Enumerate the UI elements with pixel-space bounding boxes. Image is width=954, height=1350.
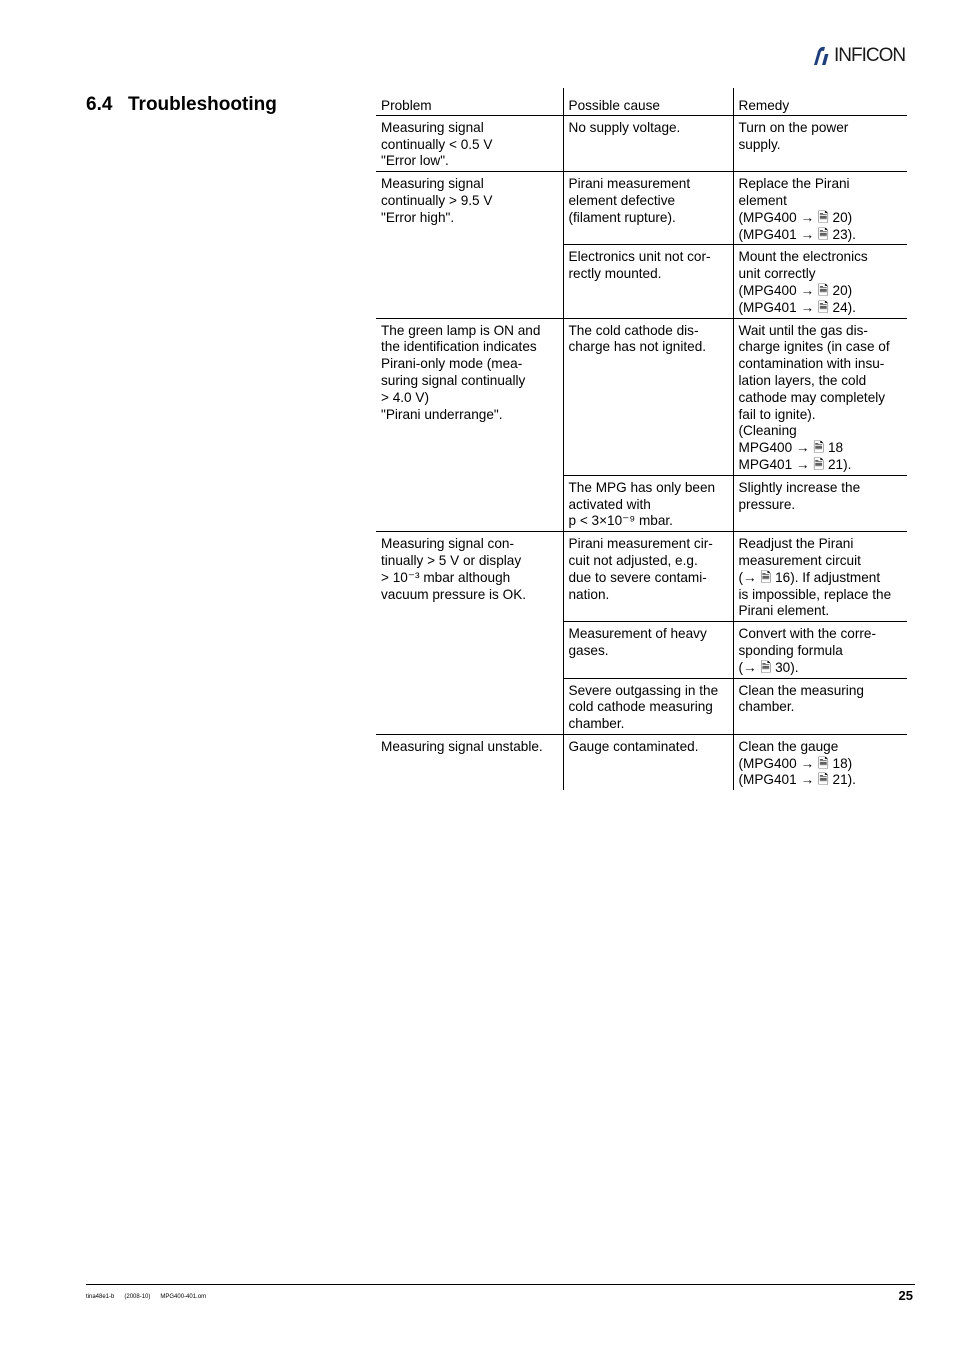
problem-cell: Measuring signal con- tinually > 5 V or display > 10⁻³ mbar although vacuum pressure is OK. <box>381 536 527 602</box>
cause-cell: Pirani measurement element defective (filament rupture). <box>563 172 733 245</box>
cause-cell: No supply voltage. <box>563 115 733 171</box>
footer-doc-code: tina48e1-b <box>86 1294 115 1300</box>
problem-cell <box>376 622 563 678</box>
table-row <box>376 318 907 475</box>
section-number: 6.4 <box>86 94 113 115</box>
section-heading <box>86 94 277 116</box>
remedy-cell: Convert with the corre- sponding formula (→ 🗎 30). <box>733 622 907 678</box>
footer-date: (2008-10) <box>124 1294 151 1300</box>
remedy-cell: Clean the measuring chamber. <box>733 678 907 734</box>
cause-cell: Electronics unit not cor- rectly mounted. <box>563 245 733 318</box>
remedy-cell: Replace the Pirani element (MPG400 → 🗎 20) (MPG401 → 🗎 23). <box>733 172 907 245</box>
inficon-logo <box>812 44 905 68</box>
cause-cell: Measurement of heavy gases. <box>563 622 733 678</box>
header-problem: Problem <box>376 88 563 115</box>
problem-cell <box>376 475 563 531</box>
problem-cell: Measuring signal continually < 0.5 V "Error low". <box>376 115 563 171</box>
remedy-cell: Mount the electronics unit correctly (MPG400 → 🗎 20) (MPG401 → 🗎 24). <box>733 245 907 318</box>
cause-cell: The MPG has only been activated with p < 3×10⁻⁹ mbar. <box>563 475 733 531</box>
table-row <box>376 622 907 678</box>
table-row <box>376 475 907 531</box>
remedy-cell: Clean the gauge (MPG400 → 🗎 18) (MPG401 → 🗎 21). <box>733 734 907 790</box>
footer-info <box>86 1294 206 1300</box>
remedy-cell: Readjust the Pirani measurement circuit (→ 🗎 16). If adjustment is impossible, replace the Pirani element. <box>733 532 907 622</box>
problem-cell: Measuring signal unstable. <box>381 738 543 754</box>
table-row <box>376 678 907 734</box>
cause-cell: The cold cathode dis- charge has not ignited. <box>563 318 733 475</box>
remedy-cell: Slightly increase the pressure. <box>733 475 907 531</box>
problem-cell: Measuring signal continually > 9.5 V "Error high". <box>381 176 493 225</box>
footer-file: MPG400-401.om <box>160 1294 207 1300</box>
problem-cell <box>376 245 563 318</box>
footer-divider <box>86 1284 915 1285</box>
table-row <box>376 115 907 171</box>
problem-cell: The green lamp is ON and the identification indicates Pirani-only mode (mea- suring signal continually > 4.0 V) "Pirani underrange". <box>381 322 541 422</box>
problem-cell <box>376 678 563 734</box>
table-row <box>376 532 907 622</box>
troubleshooting-table <box>376 88 907 790</box>
cause-cell: Pirani measurement cir- cuit not adjusted, e.g. due to severe contami- nation. <box>563 532 733 622</box>
table-row <box>376 172 907 245</box>
section-title: Troubleshooting <box>128 94 277 115</box>
header-possible-cause: Possible cause <box>563 88 733 115</box>
page-number: 25 <box>898 1288 913 1303</box>
table-row <box>376 734 907 790</box>
header-remedy: Remedy <box>733 88 907 115</box>
remedy-cell: Turn on the power supply. <box>733 115 907 171</box>
table-header-row <box>376 88 907 115</box>
brand-name: INFICON <box>834 45 906 66</box>
inficon-logo-mark-icon <box>812 45 832 67</box>
remedy-cell: Wait until the gas dis- charge ignites (in case of contamination with insu- lation layers, the cold cathode may completely fail to ignite). (Cleaning MPG400 → 🗎 18 MPG401 → 🗎 21). <box>733 318 907 475</box>
cause-cell: Gauge contaminated. <box>563 734 733 790</box>
table-row <box>376 245 907 318</box>
cause-cell: Severe outgassing in the cold cathode measuring chamber. <box>563 678 733 734</box>
